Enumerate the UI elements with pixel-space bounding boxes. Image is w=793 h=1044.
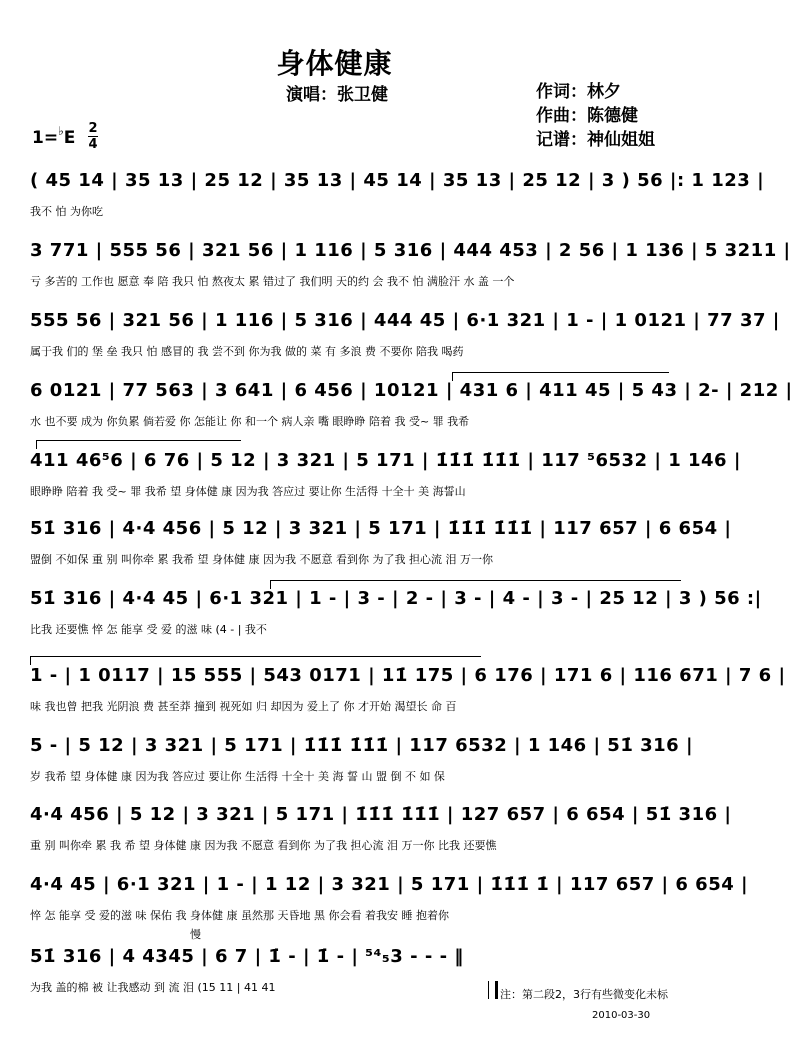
singer-credit: 演唱：张卫健 xyxy=(286,85,388,105)
notes-line: 555 56 | 321 56 | 1 116 | 5 316 | 444 45 | 6·1 321 | 1 - | 1 0121 | 77 37 | xyxy=(30,310,780,331)
time-top: 2 xyxy=(88,121,98,136)
key-prefix: 1= xyxy=(32,128,59,148)
lyrics-line: 眼睁睁 陪着 我 受~ 罪 我希 望 身体健 康 因为我 答应过 要让你 生活得 十全十 美 海誓山 xyxy=(30,485,466,498)
lyricist-credit: 作词：林夕 xyxy=(536,82,621,102)
lyrics-line: 盟倒 不如保 重 别 叫你牵 累 我希 望 身体健 康 因为我 不愿意 看到你 为了我 担心流 泪 万一你 xyxy=(30,553,493,566)
time-signature xyxy=(88,122,98,151)
lyrics-line: 属于我 们的 堡 垒 我只 怕 感冒的 我 尝不到 你为我 做的 菜 有 多浪 费 不要你 陪我 喝药 xyxy=(30,345,464,358)
lyrics-line: 亏 多苦的 工作也 愿意 奉 陪 我只 怕 熬夜太 累 错过了 我们明 天的约 会 我不 怕 满脸汗 水 盖 一个 xyxy=(30,275,515,288)
notes-line: 5 - | 5 12 | 3 321 | 5 171 | 1̇1̇1̇ 1̇1̇1̇ | 117 6532 | 1 146 | 51̇ 316 | xyxy=(30,735,694,756)
time-bottom: 4 xyxy=(88,137,98,152)
volta-bracket-2 xyxy=(36,440,241,449)
notes-line: 4·4 456 | 5 12 | 3 321 | 5 171 | 1̇1̇1̇ 1̇1̇1̇ | 127 657 | 6 654 | 51̇ 316 | xyxy=(30,804,732,825)
tempo-marking: 慢 xyxy=(190,928,201,941)
notes-line: 4·4 45 | 6·1 321 | 1 - | 1 12 | 3 321 | 5 171 | 1̇1̇1̇ 1̇ | 117 657 | 6 654 | xyxy=(30,874,749,895)
notes-line: 1 - | 1 0117 | 15 555 | 543 0171 | 11̇ 175 | 6 176 | 171 6 | 116 671 | 7 6 | xyxy=(30,665,786,686)
transcriber-credit: 记谱：神仙姐姐 xyxy=(536,130,655,150)
notes-line: 3 771 | 555 56 | 321 56 | 1 116 | 5 316 | 444 453 | 2 56 | 1 136 | 5 3211 | xyxy=(30,240,791,261)
credits-block xyxy=(536,80,655,152)
song-title: 身体健康 xyxy=(276,47,393,80)
volta-bracket-1 xyxy=(452,372,669,381)
lyrics-line: 重 别 叫你牵 累 我 希 望 身体健 康 因为我 不愿意 看到你 为了我 担心流 泪 万一你 比我 还要憔 xyxy=(30,839,497,852)
final-barline xyxy=(488,981,498,999)
volta-bracket-1b xyxy=(270,580,681,589)
notes-line: 51̇ 316 | 4·4 456 | 5 12 | 3 321 | 5 171 | 1̇1̇1̇ 1̇1̇1̇ | 117 657 | 6 654 | xyxy=(30,518,732,539)
volta-bracket-2b xyxy=(30,656,481,665)
notes-line: 51̇ 316 | 4·4 45 | 6·1 321 | 1 - | 3 - | 2 - | 3 - | 4 - | 3 - | 25 12 | 3 ) 56 :| xyxy=(30,588,762,609)
key-signature xyxy=(32,121,98,152)
lyrics-line: 比我 还要憔 悴 怎 能享 受 爱 的滋 味 (4 - | 我不 xyxy=(30,623,267,636)
notes-line: 411 46⁵6 | 6 76 | 5 12 | 3 321 | 5 171 | 1̇1̇1̇ 1̇1̇1̇ | 117 ⁵6532 | 1 146 | xyxy=(30,450,741,471)
transcription-date: 2010-03-30 xyxy=(592,1010,651,1021)
flat-symbol: ♭ xyxy=(58,124,64,138)
lyrics-line: 为我 盖的棉 被 让我感动 到 流 泪 (15 11 | 41 41 xyxy=(30,981,276,994)
notes-line: 6 0121 | 77 563 | 3 641 | 6 456 | 10121 | 431 6 | 411 45 | 5 43 | 2- | 212 | xyxy=(30,380,793,401)
lyrics-line: 水 也不要 成为 你负累 倘若爱 你 怎能让 你 和一个 病人亲 嘴 眼睁睁 陪着 我 受~ 罪 我希 xyxy=(30,415,470,428)
composer-credit: 作曲：陈德健 xyxy=(536,106,638,126)
lyrics-line: 我不 怕 为你吃 xyxy=(30,205,103,218)
notes-line: 51̇ 316 | 4 4345 | 6 7 | 1̇ - | 1̇ - | ⁵⁴₅3 - - - ‖ xyxy=(30,946,464,967)
lyrics-line: 味 我也曾 把我 光阴浪 费 甚至莽 撞到 视死如 归 却因为 爱上了 你 才开始 渴望长 命 百 xyxy=(30,700,457,713)
footnote: 注：第二段2，3行有些微变化未标 xyxy=(500,988,668,1001)
key-tonic: E xyxy=(63,128,76,148)
notes-line: ( 45 14 | 35 13 | 25 12 | 35 13 | 45 14 | 35 13 | 25 12 | 3 ) 56 |: 1 123 | xyxy=(30,170,765,191)
lyrics-line: 岁 我希 望 身体健 康 因为我 答应过 要让你 生活得 十全十 美 海 誓 山 盟 倒 不 如 保 xyxy=(30,770,445,783)
lyrics-line: 悴 怎 能享 受 爱的滋 味 保佑 我 身体健 康 虽然那 天昏地 黑 你会看 着我安 睡 抱着你 xyxy=(30,909,449,922)
